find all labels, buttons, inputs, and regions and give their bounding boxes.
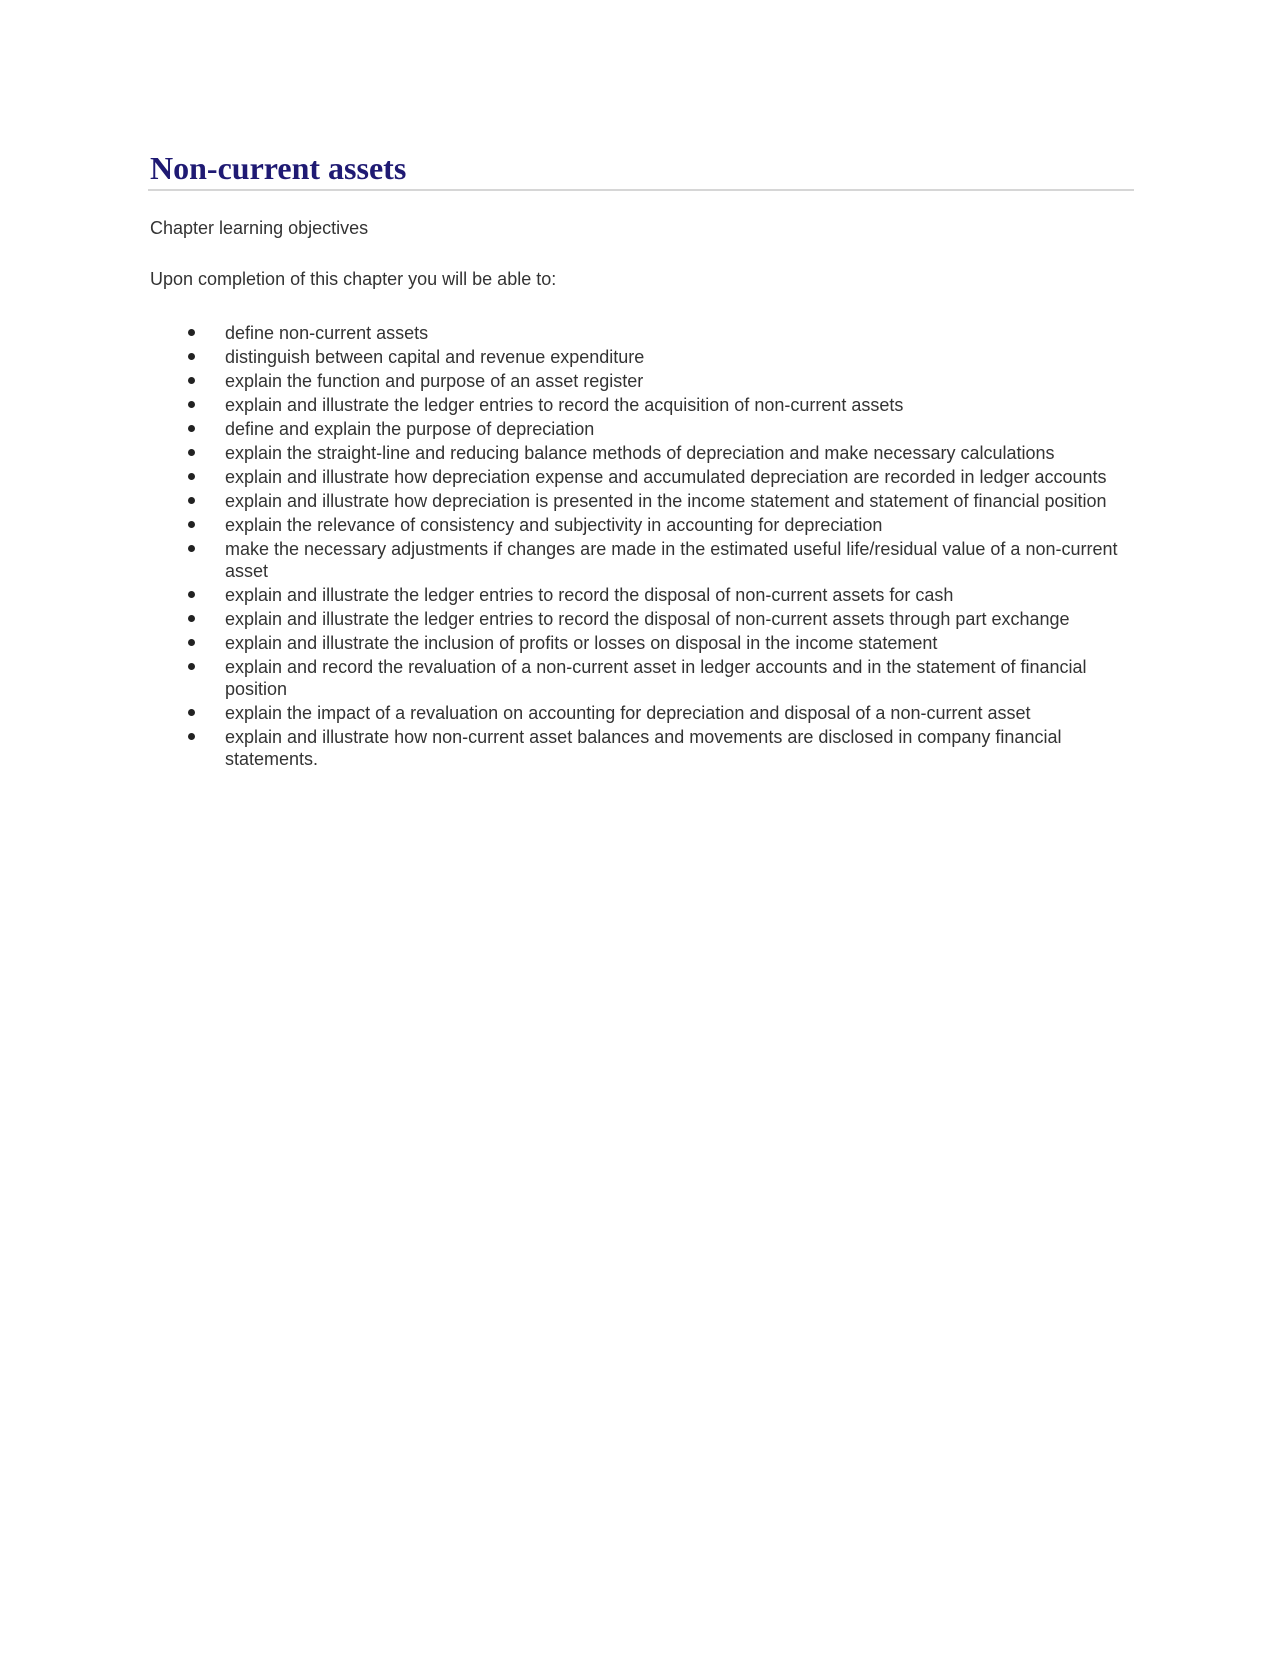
list-item <box>150 608 1132 630</box>
bullet-icon <box>188 639 195 646</box>
list-item <box>150 394 1132 416</box>
list-item-text: explain and illustrate the ledger entries to record the acquisition of non-current assets <box>225 395 904 415</box>
list-item-text: explain and record the revaluation of a non-current asset in ledger accounts and in the statement of financial position <box>225 657 1087 699</box>
bullet-icon <box>188 663 195 670</box>
list-item-text: explain the function and purpose of an asset register <box>225 371 644 391</box>
bullet-icon <box>188 733 195 740</box>
list-item <box>150 702 1132 724</box>
list-item <box>150 632 1132 654</box>
list-item <box>150 322 1132 344</box>
list-item-text: explain the straight-line and reducing balance methods of depreciation and make necessary calculations <box>225 443 1055 463</box>
intro-text: Upon completion of this chapter you will be able to: <box>150 269 557 289</box>
list-item <box>150 584 1132 606</box>
list-item <box>150 370 1132 392</box>
bullet-icon <box>188 591 195 598</box>
title-divider <box>148 189 1134 191</box>
list-item-text: explain and illustrate the ledger entries to record the disposal of non-current assets through part exchange <box>225 609 1070 629</box>
list-item-text: distinguish between capital and revenue expenditure <box>225 347 645 367</box>
list-item-text: explain and illustrate the ledger entries to record the disposal of non-current assets for cash <box>225 585 954 605</box>
list-item <box>150 418 1132 440</box>
section-subheading: Chapter learning objectives <box>150 218 369 238</box>
document-page <box>150 148 1132 772</box>
list-item <box>150 538 1132 582</box>
bullet-icon <box>188 473 195 480</box>
list-item-text: explain and illustrate how non-current asset balances and movements are disclosed in company financial statements. <box>225 727 1062 769</box>
bullet-icon <box>188 615 195 622</box>
objectives-list <box>150 322 1132 770</box>
page-title: Non-current assets <box>150 150 407 186</box>
list-item-text: make the necessary adjustments if changes are made in the estimated useful life/residual value of a non-current asset <box>225 539 1118 581</box>
bullet-icon <box>188 329 195 336</box>
bullet-icon <box>188 449 195 456</box>
bullet-icon <box>188 709 195 716</box>
list-item <box>150 466 1132 488</box>
list-item-text: explain and illustrate how depreciation is presented in the income statement and statement of financial position <box>225 491 1107 511</box>
bullet-icon <box>188 377 195 384</box>
list-item <box>150 726 1132 770</box>
bullet-icon <box>188 401 195 408</box>
list-item <box>150 442 1132 464</box>
bullet-icon <box>188 497 195 504</box>
list-item-text: explain and illustrate how depreciation expense and accumulated depreciation are recorded in ledger accounts <box>225 467 1107 487</box>
list-item <box>150 514 1132 536</box>
list-item-text: explain the relevance of consistency and subjectivity in accounting for depreciation <box>225 515 883 535</box>
list-item <box>150 346 1132 368</box>
list-item-text: define and explain the purpose of depreciation <box>225 419 595 439</box>
list-item-text: explain and illustrate the inclusion of profits or losses on disposal in the income statement <box>225 633 938 653</box>
list-item-text: explain the impact of a revaluation on accounting for depreciation and disposal of a non-current asset <box>225 703 1031 723</box>
bullet-icon <box>188 545 195 552</box>
bullet-icon <box>188 521 195 528</box>
bullet-icon <box>188 425 195 432</box>
list-item-text: define non-current assets <box>225 323 429 343</box>
list-item <box>150 656 1132 700</box>
bullet-icon <box>188 353 195 360</box>
list-item <box>150 490 1132 512</box>
